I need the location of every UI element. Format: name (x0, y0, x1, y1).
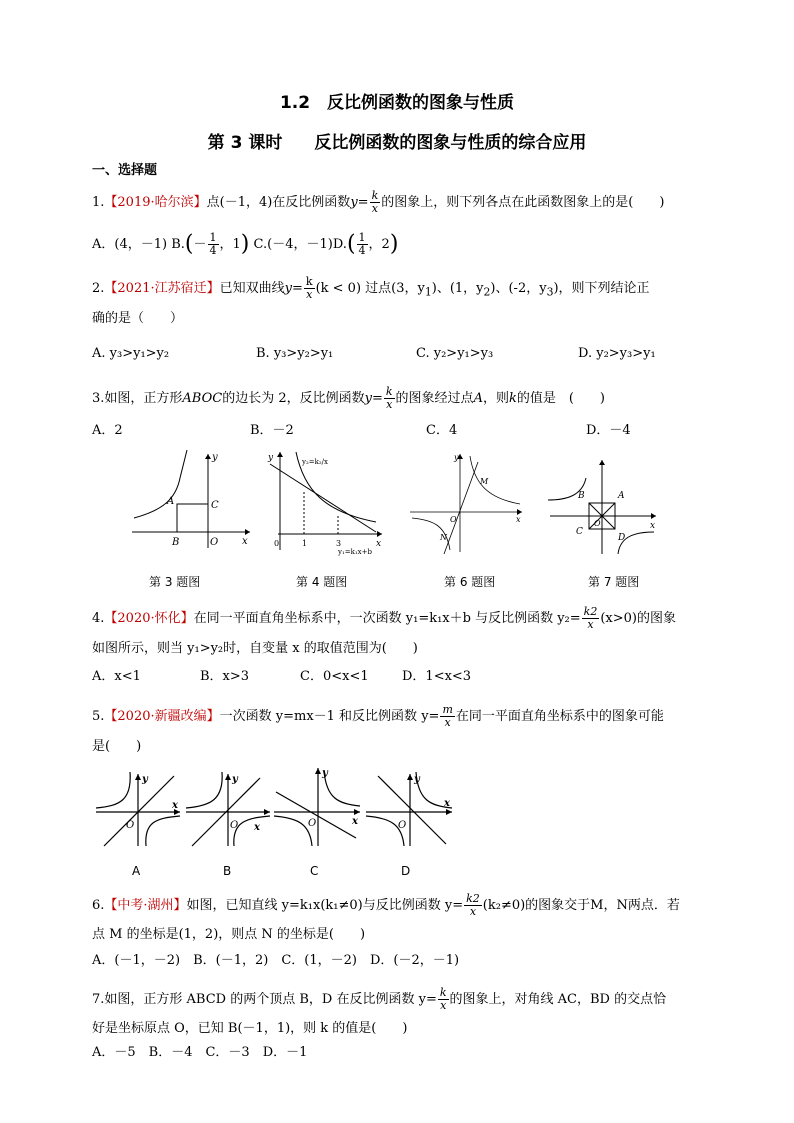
figure-7 (546, 456, 660, 556)
svg-text:x: x (172, 800, 178, 811)
q5-label-c: C (310, 864, 319, 878)
q5-figure-a (94, 770, 184, 848)
q6-line2: 点 M 的坐标是(1，2)，则点 N 的坐标是( ) (92, 927, 366, 942)
question-5: 5.【2020·新疆改编】一次函数 y=mx－1 和反比例函数 y= $\frac{m}{x}$ 在同一平面直角坐标系中的图象可能 (92, 703, 664, 729)
q1-fraction: $\frac{k}{x}$ (371, 189, 379, 215)
q4-option-b: B．x>3 (200, 669, 250, 684)
svg-text:O: O (398, 820, 407, 831)
q5-figure-c (272, 764, 364, 848)
svg-text:C: C (576, 527, 583, 537)
q3-option-b: B．－2 (250, 423, 294, 438)
svg-text:O: O (594, 519, 601, 528)
svg-text:x: x (242, 536, 248, 547)
q2-option-c: C. y₂>y₁>y₃ (416, 346, 494, 361)
svg-text:y: y (142, 774, 148, 785)
q1-options (92, 232, 398, 257)
question-7: 7.如图，正方形 ABCD 的两个顶点 B，D 在反比例函数 y= $\frac{k}{x}$ 的图象上，对角线 AC，BD 的交点恰 (92, 986, 667, 1012)
q1-option-d: D.( $\frac{1}{4}$ ，2) (332, 231, 399, 257)
subtitle-topic: 反比例函数的图象与性质的综合应用 (314, 133, 587, 153)
figure-6 (406, 452, 526, 556)
figure-4 (264, 450, 388, 556)
svg-text:1: 1 (302, 539, 308, 548)
svg-text:x: x (376, 539, 382, 549)
lesson-subtitle (0, 128, 794, 153)
q2-option-b: B. y₃>y₂>y₁ (256, 346, 334, 361)
svg-text:y: y (212, 452, 218, 463)
q4-option-c: C．0<x<1 (300, 669, 369, 684)
q1-option-a: A．(4，－1) (92, 237, 168, 252)
svg-text:D: D (618, 533, 626, 543)
svg-text:y: y (268, 453, 274, 463)
svg-text:y: y (232, 774, 238, 785)
q4-option-a: A．x<1 (92, 669, 141, 684)
q3-option-a: A．2 (92, 423, 123, 438)
q5-figure-b (184, 770, 274, 848)
q2-option-a: A. y₃>y₁>y₂ (92, 346, 170, 361)
q5-label-a: A (132, 864, 141, 878)
q2-source: 【2021·江苏宿迁】 (104, 281, 220, 296)
q3-option-c: C．4 (426, 423, 458, 438)
question-4: 4.【2020·怀化】在同一平面直角坐标系中，一次函数 y₁=k₁x＋b 与反比例函数 y₂= $\frac{k2}{x}$ (x>0)的图象 (92, 605, 676, 631)
question-1: 1.【2019·哈尔滨】点(－1，4)在反比例函数y= $\frac{k}{x}$ 的图象上，则下列各点在此函数图象上的是( ) (92, 189, 665, 215)
q4-source: 【2020·怀化】 (104, 611, 194, 626)
q2-option-d: D. y₂>y₃>y₁ (578, 346, 656, 361)
svg-text:y: y (454, 453, 459, 462)
svg-text:A: A (618, 491, 625, 501)
q4-option-d: D．1<x<3 (402, 669, 472, 684)
question-6: 6.【中考·湖州】如图，已知直线 y=k₁x(k₁≠0)与反比例函数 y= $\frac{k2}{x}$ (k₂≠0)的图象交于M，N两点．若 (92, 892, 680, 918)
svg-text:O: O (126, 820, 135, 831)
question-3: 3.如图，正方形ABOC的边长为 2，反比例函数y= $\frac{k}{x}$ 的图象经过点A，则k的值是 ( ) (92, 385, 606, 411)
question-2: 2.【2021·江苏宿迁】已知双曲线y= $\frac{k}{x}$ (k < 0) 过点(3，$y_1$)、(1，$y_2$)、(-2，$y_3$)，则下列结论正 (92, 275, 650, 301)
q1-source: 【2019·哈尔滨】 (104, 195, 207, 210)
svg-text:O: O (450, 515, 457, 524)
figure-7-caption: 第 7 题图 (588, 575, 640, 589)
svg-text:x: x (650, 521, 656, 531)
q5-source: 【2020·新疆改编】 (104, 709, 220, 724)
svg-text:x: x (516, 515, 521, 524)
figure-4-caption: 第 4 题图 (296, 575, 348, 589)
section-heading: 一、选择题 (92, 163, 158, 178)
q6-options: A．(－1，－2) B．(－1，2) C．(1，－2) D．(－2，－1) (92, 953, 460, 968)
svg-text:x: x (352, 816, 358, 827)
figure-6-caption: 第 6 题图 (444, 575, 496, 589)
svg-text:B: B (578, 491, 585, 501)
q5-label-b: B (223, 864, 232, 878)
q1-text-post: 的图象上，则下列各点在此函数图象上的是( ) (381, 195, 665, 210)
svg-text:C: C (211, 500, 219, 511)
q5-label-d: D (401, 864, 411, 878)
svg-text:x: x (444, 798, 450, 809)
lesson-title: 1.2 反比例函数的图象与性质 (279, 93, 515, 113)
q4-line2: 如图所示，则当 y₁>y₂时，自变量 x 的取值范围为( ) (92, 641, 418, 656)
q1-number: 1. (92, 195, 105, 210)
q3-option-d: D．－4 (586, 423, 631, 438)
svg-text:y: y (414, 774, 420, 785)
q2-line2: 确的是（ ） (92, 311, 184, 326)
svg-text:O: O (308, 818, 317, 829)
subtitle-period: 第 3 课时 (207, 133, 283, 153)
q5-figure-d (364, 770, 456, 848)
svg-text:A: A (167, 496, 175, 507)
q7-options: A．－5 B．－4 C．－3 D．－1 (92, 1045, 308, 1060)
svg-text:0: 0 (274, 539, 280, 548)
svg-text:y₂=k₂/x: y₂=k₂/x (302, 458, 328, 466)
svg-text:O: O (210, 537, 219, 548)
svg-text:x: x (254, 822, 260, 833)
figure-3-caption: 第 3 题图 (149, 575, 201, 589)
svg-text:y₁=k₁x+b: y₁=k₁x+b (338, 548, 372, 556)
svg-text:N: N (440, 533, 447, 542)
q7-line2: 好是坐标原点 O，已知 B(－1，1)，则 k 的值是( ) (92, 1021, 408, 1036)
q6-source: 【中考·湖州】 (104, 898, 187, 913)
svg-text:y: y (322, 768, 328, 779)
q1-text-pre: 点(－1，4)在反比例函数 (206, 195, 351, 210)
q1-option-b: B.(－ $\frac{1}{4}$ ，1) (171, 231, 250, 257)
svg-text:B: B (172, 537, 180, 548)
figure-3 (124, 448, 258, 552)
svg-text:3: 3 (336, 539, 342, 548)
q1-option-c: C.(－4，－1) (253, 237, 333, 252)
svg-text:O: O (230, 820, 239, 831)
q5-line2: 是( ) (92, 739, 142, 754)
svg-text:M: M (480, 477, 489, 486)
